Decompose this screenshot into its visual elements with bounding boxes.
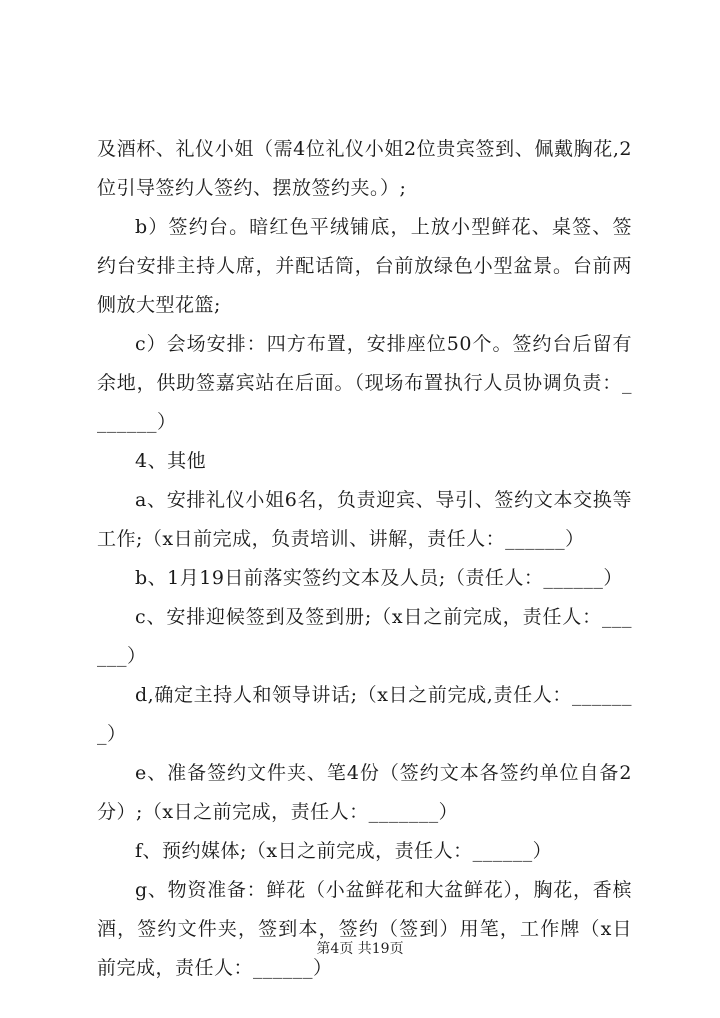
paragraph-item-f-media: f、预约媒体;（x日之前完成，责任人：______） (135, 840, 553, 862)
paragraph-item-e-folders: e、准备签约文件夹、笔4份（签约文本各签约单位自备2分）;（x日之前完成，责任人：_______） (97, 762, 632, 823)
paragraph-item-a-etiquette: a、安排礼仪小姐6名，负责迎宾、导引、签约文本交换等工作;（x日前完成，负责培训、讲解，责任人：______） (97, 489, 632, 550)
paragraph-item-b-documents: b、1月19日前落实签约文本及人员;（责任人：______） (135, 567, 623, 589)
paragraph-item-c-signin: c、安排迎候签到及签到册;（x日之前完成，责任人：______） (97, 606, 632, 667)
page-number-footer: 第4页 共19页 (316, 941, 404, 957)
paragraph-item-g-supplies: g、物资准备：鲜花（小盆鲜花和大盆鲜花），胸花，香槟酒，签约文件夹，签到本，签约（签到）用笔，工作牌（x日前完成，责任人：______） (97, 879, 632, 979)
document-body (97, 130, 632, 988)
paragraph-item-b-signing-table: b）签约台。暗红色平绒铺底，上放小型鲜花、桌签、签约台安排主持人席，并配话筒，台前放绿色小型盆景。台前两侧放大型花篮; (97, 216, 632, 316)
paragraph-continuation: 及酒杯、礼仪小姐（需4位礼仪小姐2位贵宾签到、佩戴胸花,2位引导签约人签约、摆放签约夹。）; (97, 138, 632, 199)
section-heading-others: 4、其他 (135, 450, 207, 472)
paragraph-item-c-venue: c）会场安排：四方布置，安排座位50个。签约台后留有余地，供助签嘉宾站在后面。（现场布置执行人员协调负责：_______） (97, 333, 632, 433)
paragraph-item-d-host: d,确定主持人和领导讲话;（x日之前完成,责任人：_______） (97, 684, 632, 745)
